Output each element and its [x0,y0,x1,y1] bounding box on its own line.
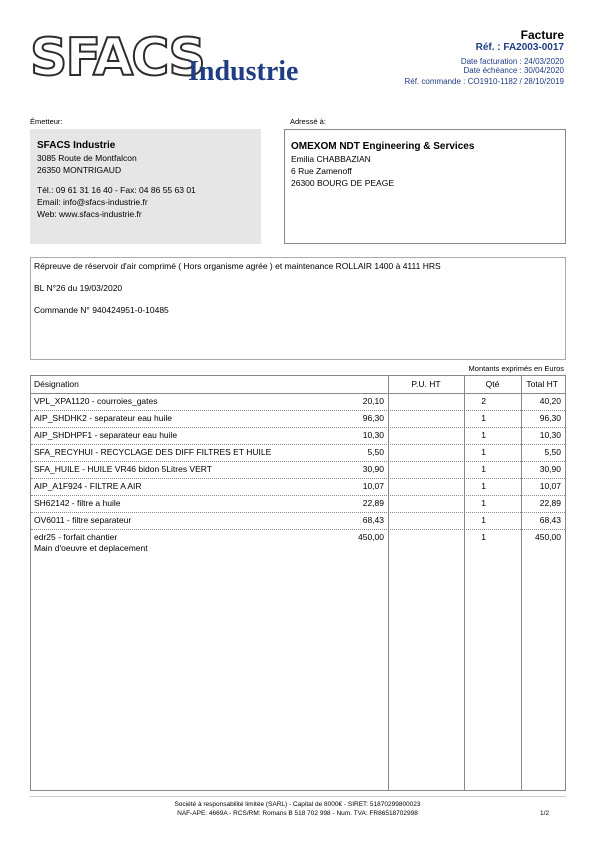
row-total: 40,20 [539,396,561,406]
row-qty: 2 [481,396,486,406]
note-line2: BL N°26 du 19/03/2020 [34,283,123,293]
recipient-box [284,129,566,244]
row-unit-price: 68,43 [362,515,384,525]
row-qty: 1 [481,447,486,457]
row-total: 450,00 [535,532,561,542]
row-designation: SFA_HUILE - HUILE VR46 bidon 5Litres VERT [34,464,212,474]
row-qty: 1 [481,515,486,525]
row-unit-price: 450,00 [358,532,384,542]
row-qty: 1 [481,464,486,474]
row-qty: 1 [481,532,486,542]
row-unit-price: 20,10 [362,396,384,406]
row-total: 96,30 [539,413,561,423]
table-row [31,393,565,411]
recipient-address1: 6 Rue Zamenoff [291,166,352,176]
row-designation: edr25 - forfait chantier [34,532,118,542]
currency-note: Montants exprimés en Euros [468,364,564,373]
table-row [31,478,565,496]
due-date: Date échéance : 30/04/2020 [463,66,564,75]
emitter-name: SFACS Industrie [37,140,116,151]
document-title: Facture [520,28,564,42]
invoice-note [30,257,566,360]
logo-brand: SFACS [30,28,204,88]
table-row [31,444,565,462]
footer-divider [30,796,566,797]
table-row [31,495,565,513]
row-qty: 1 [481,430,486,440]
emitter-address1: 3085 Route de Montfalcon [37,153,137,163]
row-total: 10,30 [539,430,561,440]
note-line1: Répreuve de réservoir d'air comprimé ( Hors organisme agrée ) et maintenance ROLLAIR 1400 à 4111 HRS [34,261,441,271]
table-row [31,512,565,530]
table-header [31,376,565,394]
invoice-reference: Réf. : FA2003-0017 [475,42,564,53]
recipient-name: OMEXOM NDT Engineering & Services [291,141,475,152]
row-total: 5,50 [544,447,561,457]
row-unit-price: 5,50 [367,447,384,457]
page-number: 1/2 [539,810,549,817]
table-row [31,461,565,479]
row-unit-price: 96,30 [362,413,384,423]
recipient-address2: 26300 BOURG DE PEAGE [291,178,394,188]
footer-legal-line1: Société à responsabilité limitée (SARL) - Capital de 8000€ - SIRET: 51870299800023 [174,801,421,808]
row-designation: AIP_SHDHK2 - separateur eau huile [34,413,172,423]
row-total: 68,43 [539,515,561,525]
company-logo [30,28,320,90]
row-designation: SH62142 - filtre a huile [34,498,121,508]
emitter-email: Email: info@sfacs-industrie.fr [37,197,148,207]
logo-suffix: Industrie [188,56,299,87]
row-designation: AIP_SHDHPF1 - separateur eau huile [34,430,178,440]
row-qty: 1 [481,498,486,508]
emitter-address2: 26350 MONTRIGAUD [37,165,122,175]
row-total: 10,07 [539,481,561,491]
row-qty: 1 [481,413,486,423]
invoice-date: Date facturation : 24/03/2020 [460,57,564,66]
note-line3: Commande N° 940424951-0-10485 [34,305,169,315]
emitter-phone: Tél.: 09 61 31 16 40 - Fax: 04 86 55 63 01 [37,185,196,195]
order-reference: Réf. commande : CO1910-1182 / 28/10/2019 [404,77,564,86]
emitter-web: Web: www.sfacs-industrie.fr [37,209,142,219]
header-total: Total HT [526,379,558,389]
row-designation: VPL_XPA1120 - courroies_gates [34,396,158,406]
emitter-label: Émetteur: [30,117,63,126]
emitter-box [30,129,261,244]
row-unit-price: 22,89 [362,498,384,508]
row-unit-price: 10,30 [362,430,384,440]
recipient-contact: Emilia CHABBAZIAN [291,154,371,164]
row-unit-price: 10,07 [362,481,384,491]
row-designation: AIP_A1F924 - FILTRE A AIR [34,481,142,491]
row-subline: Main d'oeuvre et deplacement [34,543,148,553]
header-qty: Qté [485,379,500,389]
header-unit-price: P.U. HT [411,379,441,389]
footer-legal-line2: NAF-APE: 4669A - RCS/RM: Romans B 518 702 998 - Num. TVA: FR86518702998 [177,810,418,817]
row-unit-price: 30,90 [362,464,384,474]
row-designation: OV6011 - filtre separateur [34,515,132,525]
table-row [31,427,565,445]
invoice-lines-table [30,375,566,791]
recipient-label: Adressé à: [290,117,326,126]
header-designation: Désignation [34,379,79,389]
row-total: 22,89 [539,498,561,508]
row-total: 30,90 [539,464,561,474]
table-row [31,410,565,428]
row-designation: SFA_RECYHUI - RECYCLAGE DES DIFF FILTRES ET HUILE [34,447,272,457]
row-qty: 1 [481,481,486,491]
